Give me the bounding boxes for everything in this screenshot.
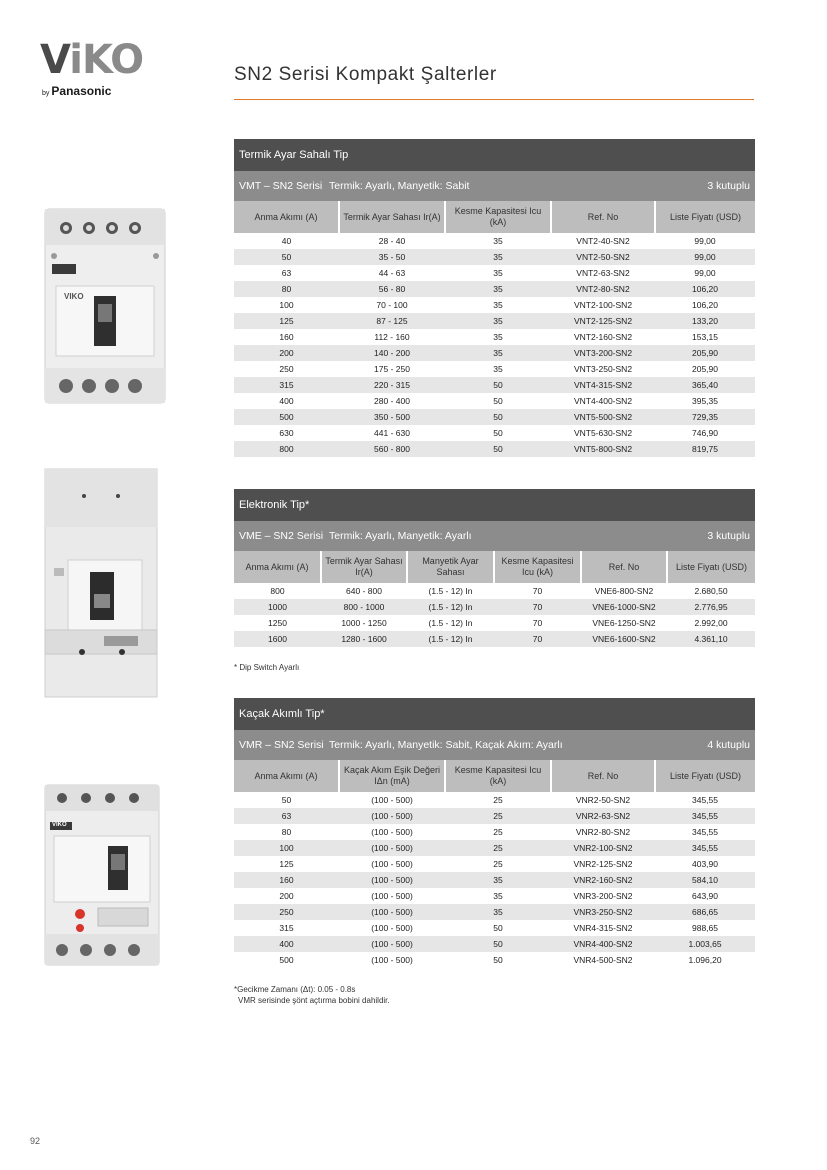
table-cell: 70: [494, 599, 581, 615]
table-cell: 35: [445, 345, 551, 361]
table-cell: VNR2-63-SN2: [551, 808, 655, 824]
table-cell: VNT5-630-SN2: [573, 428, 633, 438]
table-cell: 140 - 200: [339, 345, 445, 361]
table-cell: VNT2-50-SN2: [551, 249, 655, 265]
table-cell: 80: [281, 827, 292, 837]
title-divider: [234, 99, 754, 100]
table-cell: 350 - 500: [339, 409, 445, 425]
table-cell: 50: [445, 936, 551, 952]
table-cell: VNR3-200-SN2: [573, 891, 633, 901]
logo-by: by: [42, 90, 50, 97]
table-cell: 25: [493, 827, 503, 837]
table-cell: 250: [234, 904, 339, 920]
table-cell: 1250: [268, 618, 287, 628]
table-cell: 365,40: [655, 377, 755, 393]
table-cell: (100 - 500): [339, 904, 445, 920]
table-cell: 2.776,95: [667, 599, 755, 615]
table-cell: VNT3-250-SN2: [573, 364, 633, 374]
table-cell: 205,90: [692, 364, 718, 374]
table-cell: 99,00: [694, 236, 716, 246]
table-cell: 70: [532, 586, 543, 596]
table-cell: 315: [279, 923, 294, 933]
table-row: [234, 920, 755, 936]
table-row: [234, 856, 755, 872]
table-cell: 50: [493, 923, 503, 933]
table-cell: 729,35: [655, 409, 755, 425]
table-cell: 50: [493, 396, 503, 406]
table-cell: VNT5-500-SN2: [551, 409, 655, 425]
table-cell: 345,55: [655, 808, 755, 824]
table-cell: (100 - 500): [371, 859, 413, 869]
table-cell: 35: [493, 300, 503, 310]
table-cell: 345,55: [692, 795, 718, 805]
vmt-breaker-brand: VIKO: [64, 292, 84, 301]
table-cell: 28 - 40: [378, 236, 406, 246]
table-cell: 1000: [234, 599, 321, 615]
table-cell: 50: [234, 249, 339, 265]
page-number: 92: [30, 1136, 41, 1146]
column-header: Liste Fiyatı (USD): [667, 551, 755, 583]
table-cell: 25: [445, 808, 551, 824]
table-cell: 70: [532, 618, 543, 628]
table-row: [234, 393, 755, 409]
table-row: [234, 281, 755, 297]
table-cell: VNT2-160-SN2: [573, 332, 633, 342]
table-row: [234, 615, 755, 631]
table-row: [234, 441, 755, 457]
elektronik-footnote: * Dip Switch Ayarlı: [234, 663, 300, 672]
table-row: [234, 583, 755, 599]
table-cell: 686,65: [655, 904, 755, 920]
table-cell: (100 - 500): [371, 795, 413, 805]
table-row: [234, 313, 755, 329]
table-cell: VNE6-1250-SN2: [592, 618, 656, 628]
table-row: [234, 377, 755, 393]
table-cell: 200: [234, 345, 339, 361]
logo-iko: iKO: [69, 37, 144, 83]
table-cell: VNT2-63-SN2: [576, 268, 630, 278]
column-header: Manyetik Ayar Sahası: [407, 551, 494, 583]
table-cell: (1.5 - 12) In: [407, 631, 494, 647]
table-cell: VNR2-125-SN2: [573, 859, 633, 869]
table-cell: (100 - 500): [339, 840, 445, 856]
table-cell: 70: [494, 631, 581, 647]
table-cell: 35: [493, 268, 503, 278]
pole-count: 4 kutuplu: [707, 739, 750, 751]
table-cell: 63: [234, 808, 339, 824]
table-cell: 35 - 50: [339, 249, 445, 265]
table-cell: VNT2-125-SN2: [551, 313, 655, 329]
table-cell: 25: [493, 859, 503, 869]
table-cell: 500: [234, 409, 339, 425]
table-cell: 800 - 1000: [321, 599, 407, 615]
table-cell: 160: [234, 872, 339, 888]
table-cell: VNT5-800-SN2: [551, 441, 655, 457]
column-header: Ref. No: [551, 201, 655, 233]
table-cell: 640 - 800: [346, 586, 382, 596]
series-config: Termik: Ayarlı, Manyetik: Sabit: [329, 180, 470, 192]
table-row: [234, 824, 755, 840]
table-cell: 35: [493, 236, 503, 246]
column-header: Liste Fiyatı (USD): [655, 201, 755, 233]
table-cell: 643,90: [692, 891, 718, 901]
table-cell: 133,20: [655, 313, 755, 329]
table-cell: (100 - 500): [371, 955, 413, 965]
table-cell: 400: [234, 936, 339, 952]
table-cell: 1600: [234, 631, 321, 647]
table-row: [234, 425, 755, 441]
table-cell: 175 - 250: [374, 364, 410, 374]
table-cell: 87 - 125: [339, 313, 445, 329]
table-cell: VNR2-50-SN2: [575, 795, 631, 805]
series-name: VME – SN2 Serisi: [239, 530, 324, 542]
column-header: Anma Akımı (A): [234, 201, 339, 233]
pole-count: 3 kutuplu: [707, 180, 750, 192]
table-row: [234, 361, 755, 377]
table-cell: 50: [493, 428, 503, 438]
table-cell: 205,90: [655, 345, 755, 361]
table-row: [234, 233, 755, 249]
table-cell: (100 - 500): [371, 891, 413, 901]
table-cell: 50: [281, 795, 292, 805]
table-cell: 630: [279, 428, 294, 438]
table-cell: 819,75: [655, 441, 755, 457]
table-row: [234, 345, 755, 361]
table-cell: 800: [234, 441, 339, 457]
viko-logo: [40, 37, 170, 102]
table-cell: 2.992,00: [694, 618, 728, 628]
table-cell: 988,65: [692, 923, 718, 933]
table-cell: 25: [493, 795, 503, 805]
table-cell: 800: [270, 586, 285, 596]
section-title: Kaçak Akımlı Tip*: [234, 698, 755, 730]
vme-breaker-image: [44, 468, 158, 698]
table-cell: (1.5 - 12) In: [428, 586, 473, 596]
table-cell: 35: [445, 249, 551, 265]
section-elektronik: [234, 489, 755, 647]
table-row: [234, 840, 755, 856]
table-row: [234, 904, 755, 920]
column-header: Termik Ayar Sahası Ir(A): [321, 551, 407, 583]
table-cell: 584,10: [655, 872, 755, 888]
table-cell: VNT2-80-SN2: [551, 281, 655, 297]
table-cell: 1000 - 1250: [341, 618, 387, 628]
table-cell: 35: [445, 904, 551, 920]
table-cell: 315: [234, 377, 339, 393]
page-title: SN2 Serisi Kompakt Şalterler: [234, 64, 497, 85]
table-cell: 160: [279, 332, 294, 342]
table-row: [234, 952, 755, 968]
table-cell: (100 - 500): [339, 872, 445, 888]
table-row: [234, 599, 755, 615]
section-termik: [234, 139, 755, 457]
section-title: Termik Ayar Sahalı Tip: [234, 139, 755, 171]
column-header: Anma Akımı (A): [234, 760, 339, 792]
table-cell: 400: [279, 396, 294, 406]
column-header: Liste Fiyatı (USD): [655, 760, 755, 792]
series-name: VMT – SN2 Serisi: [239, 180, 323, 192]
table-cell: VNR2-100-SN2: [551, 840, 655, 856]
table-cell: 2.680,50: [694, 586, 728, 596]
table-cell: 125: [234, 313, 339, 329]
table-cell: VNT3-200-SN2: [551, 345, 655, 361]
table-cell: VNT2-40-SN2: [576, 236, 630, 246]
table-cell: (1.5 - 12) In: [407, 599, 494, 615]
table-cell: 250: [279, 364, 294, 374]
table-cell: VNE6-1600-SN2: [581, 631, 667, 647]
table-cell: 1.096,20: [688, 955, 722, 965]
vmr-breaker-image: [44, 784, 160, 966]
table-cell: 560 - 800: [339, 441, 445, 457]
pole-count: 3 kutuplu: [707, 530, 750, 542]
table-cell: 50: [445, 409, 551, 425]
table-row: [234, 631, 755, 647]
table-cell: 100: [234, 840, 339, 856]
table-row: [234, 792, 755, 808]
logo-v: V: [40, 37, 70, 83]
table-cell: (100 - 500): [371, 827, 413, 837]
table-cell: 4.361,10: [667, 631, 755, 647]
table-row: [234, 872, 755, 888]
price-table: [234, 201, 755, 457]
table-row: [234, 265, 755, 281]
table-cell: VNR2-80-SN2: [575, 827, 631, 837]
table-cell: 746,90: [692, 428, 718, 438]
table-cell: VNT4-315-SN2: [551, 377, 655, 393]
price-table: [234, 760, 755, 968]
table-cell: 1.003,65: [655, 936, 755, 952]
table-cell: 50: [445, 377, 551, 393]
vmr-breaker-brand: VIKO: [52, 822, 67, 828]
table-row: [234, 329, 755, 345]
table-cell: 106,20: [655, 281, 755, 297]
table-cell: 50: [445, 441, 551, 457]
table-cell: 345,55: [655, 840, 755, 856]
table-cell: 441 - 630: [374, 428, 410, 438]
vmt-breaker-image: [44, 208, 166, 404]
table-row: [234, 409, 755, 425]
table-cell: 345,55: [692, 827, 718, 837]
section-subheader: [234, 171, 755, 201]
table-cell: 220 - 315: [339, 377, 445, 393]
table-cell: 395,35: [692, 396, 718, 406]
table-cell: VNR4-500-SN2: [573, 955, 633, 965]
table-cell: VNE6-800-SN2: [594, 586, 654, 596]
column-header: Kesme Kapasitesi Icu (kA): [494, 551, 581, 583]
series-config: Termik: Ayarlı, Manyetik: Sabit, Kaçak Akım: Ayarlı: [329, 739, 563, 751]
table-cell: 35: [493, 364, 503, 374]
table-cell: 200: [279, 891, 294, 901]
table-cell: 99,00: [694, 268, 716, 278]
table-cell: 63: [281, 268, 292, 278]
column-header: Ref. No: [581, 551, 667, 583]
table-cell: 500: [279, 955, 294, 965]
column-header: Kesme Kapasitesi Icu (kA): [445, 201, 551, 233]
vmt-breaker-drawing: [44, 208, 166, 404]
series-config: Termik: Ayarlı, Manyetik: Ayarlı: [329, 530, 472, 542]
table-cell: 50: [493, 955, 503, 965]
table-row: [234, 888, 755, 904]
table-row: [234, 936, 755, 952]
table-cell: 280 - 400: [374, 396, 410, 406]
vme-breaker-drawing: [44, 468, 158, 698]
table-row: [234, 249, 755, 265]
table-cell: 100: [279, 300, 294, 310]
table-cell: 70 - 100: [376, 300, 408, 310]
table-cell: VNR2-160-SN2: [551, 872, 655, 888]
table-cell: 403,90: [692, 859, 718, 869]
table-cell: VNT2-100-SN2: [573, 300, 633, 310]
section-kacak-akim: [234, 698, 755, 968]
table-cell: (100 - 500): [371, 923, 413, 933]
footnote-line: *Gecikme Zamanı (Δt): 0.05 - 0.8s: [234, 985, 356, 994]
table-cell: VNT4-400-SN2: [573, 396, 633, 406]
table-cell: 35: [493, 891, 503, 901]
kacak-akim-footnote: [234, 984, 390, 1006]
table-cell: (100 - 500): [339, 808, 445, 824]
table-cell: 35: [445, 313, 551, 329]
table-cell: 35: [445, 872, 551, 888]
column-header: Ref. No: [551, 760, 655, 792]
table-cell: 35: [493, 332, 503, 342]
table-cell: 44 - 63: [378, 268, 406, 278]
series-name: VMR – SN2 Serisi: [239, 739, 324, 751]
section-subheader: [234, 730, 755, 760]
table-cell: 25: [445, 840, 551, 856]
table-cell: VNR4-315-SN2: [573, 923, 633, 933]
table-cell: (1.5 - 12) In: [428, 618, 473, 628]
table-cell: 40: [281, 236, 292, 246]
table-cell: 1280 - 1600: [321, 631, 407, 647]
table-cell: VNE6-1000-SN2: [581, 599, 667, 615]
table-cell: 56 - 80: [339, 281, 445, 297]
column-header: Anma Akımı (A): [234, 551, 321, 583]
table-row: [234, 808, 755, 824]
section-title: Elektronik Tip*: [234, 489, 755, 521]
table-cell: 99,00: [655, 249, 755, 265]
table-cell: 153,15: [692, 332, 718, 342]
table-cell: (100 - 500): [339, 936, 445, 952]
column-header: Kaçak Akım Eşik Değeri IΔn (mA): [339, 760, 445, 792]
footnote-line: VMR serisinde şönt açtırma bobini dahildir.: [238, 996, 390, 1005]
column-header: Kesme Kapasitesi Icu (kA): [445, 760, 551, 792]
section-subheader: [234, 521, 755, 551]
table-cell: VNR4-400-SN2: [551, 936, 655, 952]
column-header: Termik Ayar Sahası Ir(A): [339, 201, 445, 233]
price-table: [234, 551, 755, 647]
table-cell: 112 - 160: [374, 332, 410, 342]
table-cell: 80: [234, 281, 339, 297]
table-cell: VNR3-250-SN2: [551, 904, 655, 920]
table-row: [234, 297, 755, 313]
logo-brand: Panasonic: [51, 84, 112, 98]
table-cell: 106,20: [692, 300, 718, 310]
table-cell: 125: [279, 859, 294, 869]
vmr-breaker-drawing: [44, 784, 160, 966]
table-cell: 35: [445, 281, 551, 297]
